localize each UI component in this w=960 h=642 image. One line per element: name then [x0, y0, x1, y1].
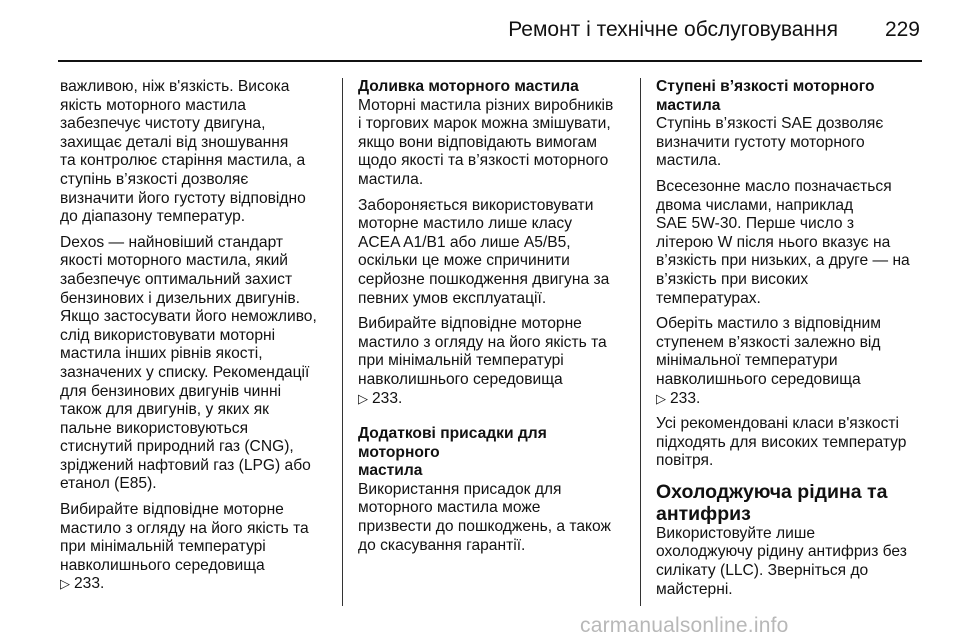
page-reference-link[interactable]: 233. [372, 389, 403, 407]
paragraph: Моторні мастила різних виробників і торгових марок можна змішувати, якщо вони відповідають вимогам щодо якості та в’язкості моторного мастила. [358, 96, 614, 188]
section-heading: Ступені в’язкості моторного мастила [656, 78, 875, 114]
paragraph: Ступінь в’язкості SAE дозволяє визначити густоту моторного мастила. [656, 115, 884, 170]
section-heading-large: Охолоджуюча рідина та антифриз [656, 480, 888, 525]
paragraph: Усі рекомендовані класи в'язкості підходять для високих температур повітря. [656, 415, 907, 470]
column-divider [640, 78, 641, 606]
paragraph-text: Оберіть мастило з відповідним ступенем в’язкості залежно від мінімальної температури навколишнього середовища [656, 315, 881, 388]
paragraph: Забороняється використовувати моторне мастило лише класу ACEA A1/B1 або лише A5/B5, оскільки це може спричинити серйозне пошкодження двигуна за певних умов експлуатації. [358, 196, 610, 307]
page-reference-link[interactable]: 233. [74, 575, 105, 593]
paragraph: Всесезонне масло позначається двома числами, наприклад SAE 5W-30. Перше число з літерою W після нього вказує на в’язкість при низьких, а друге — на в’язкість при високих температурах. [656, 177, 910, 307]
section-heading: Додаткові присадки для моторного мастила [358, 425, 547, 480]
column-divider [342, 78, 343, 606]
column-1 [60, 78, 330, 601]
page-header [0, 0, 960, 58]
paragraph-text: Вибирайте відповідне моторне мастило з огляду на його якість та при мінімальній температурі навколишнього середовища [60, 501, 309, 574]
paragraph-text: Вибирайте відповідне моторне мастило з огляду на його якість та при мінімальній температурі навколишнього середовища [358, 315, 607, 388]
paragraph: Використання присадок для моторного мастила може призвести до пошкоджень, а також до скасування гарантії. [358, 480, 611, 554]
paragraph [60, 501, 330, 594]
column-3 [656, 78, 926, 606]
paragraph [656, 315, 926, 408]
triangle-ref-icon: ▷ [656, 390, 666, 406]
watermark: carmanualsonline.info [580, 614, 789, 637]
paragraph [358, 315, 630, 408]
triangle-ref-icon: ▷ [60, 576, 70, 592]
paragraph: важливою, ніж в'язкість. Висока якість моторного мастила забезпечує чистоту двигуна, захищає деталі від зношування та контролює старіння мастила, а ступінь в’язкості дозволяє визначити його густоту відповідно до діапазону температур. [60, 78, 306, 226]
page-title: Ремонт і технічне обслуговування [508, 18, 838, 41]
column-2 [358, 78, 630, 562]
page-reference-link[interactable]: 233. [670, 389, 701, 407]
paragraph: Dexos — найновіший стандарт якості моторного мастила, який забезпечує оптимальний захист бензинових і дизельних двигунів. Якщо застосувати його неможливо, слід використовувати моторні мастила інших рівнів якості, зазначених у списку. Рекомендації для бензинових двигунів чинні також для двигунів, у яких як пальне використовуються стиснутий природний газ (CNG), зріджений нафтовий газ (LPG) або етанол (E85). [60, 233, 317, 493]
header-rule [58, 60, 922, 62]
page-number: 229 [884, 18, 920, 41]
section-heading: Доливка моторного мастила [358, 78, 579, 95]
triangle-ref-icon: ▷ [358, 390, 368, 406]
paragraph: Використовуйте лише охолоджуючу рідину антифриз без силікату (LLC). Зверніться до майстерні. [656, 524, 907, 598]
